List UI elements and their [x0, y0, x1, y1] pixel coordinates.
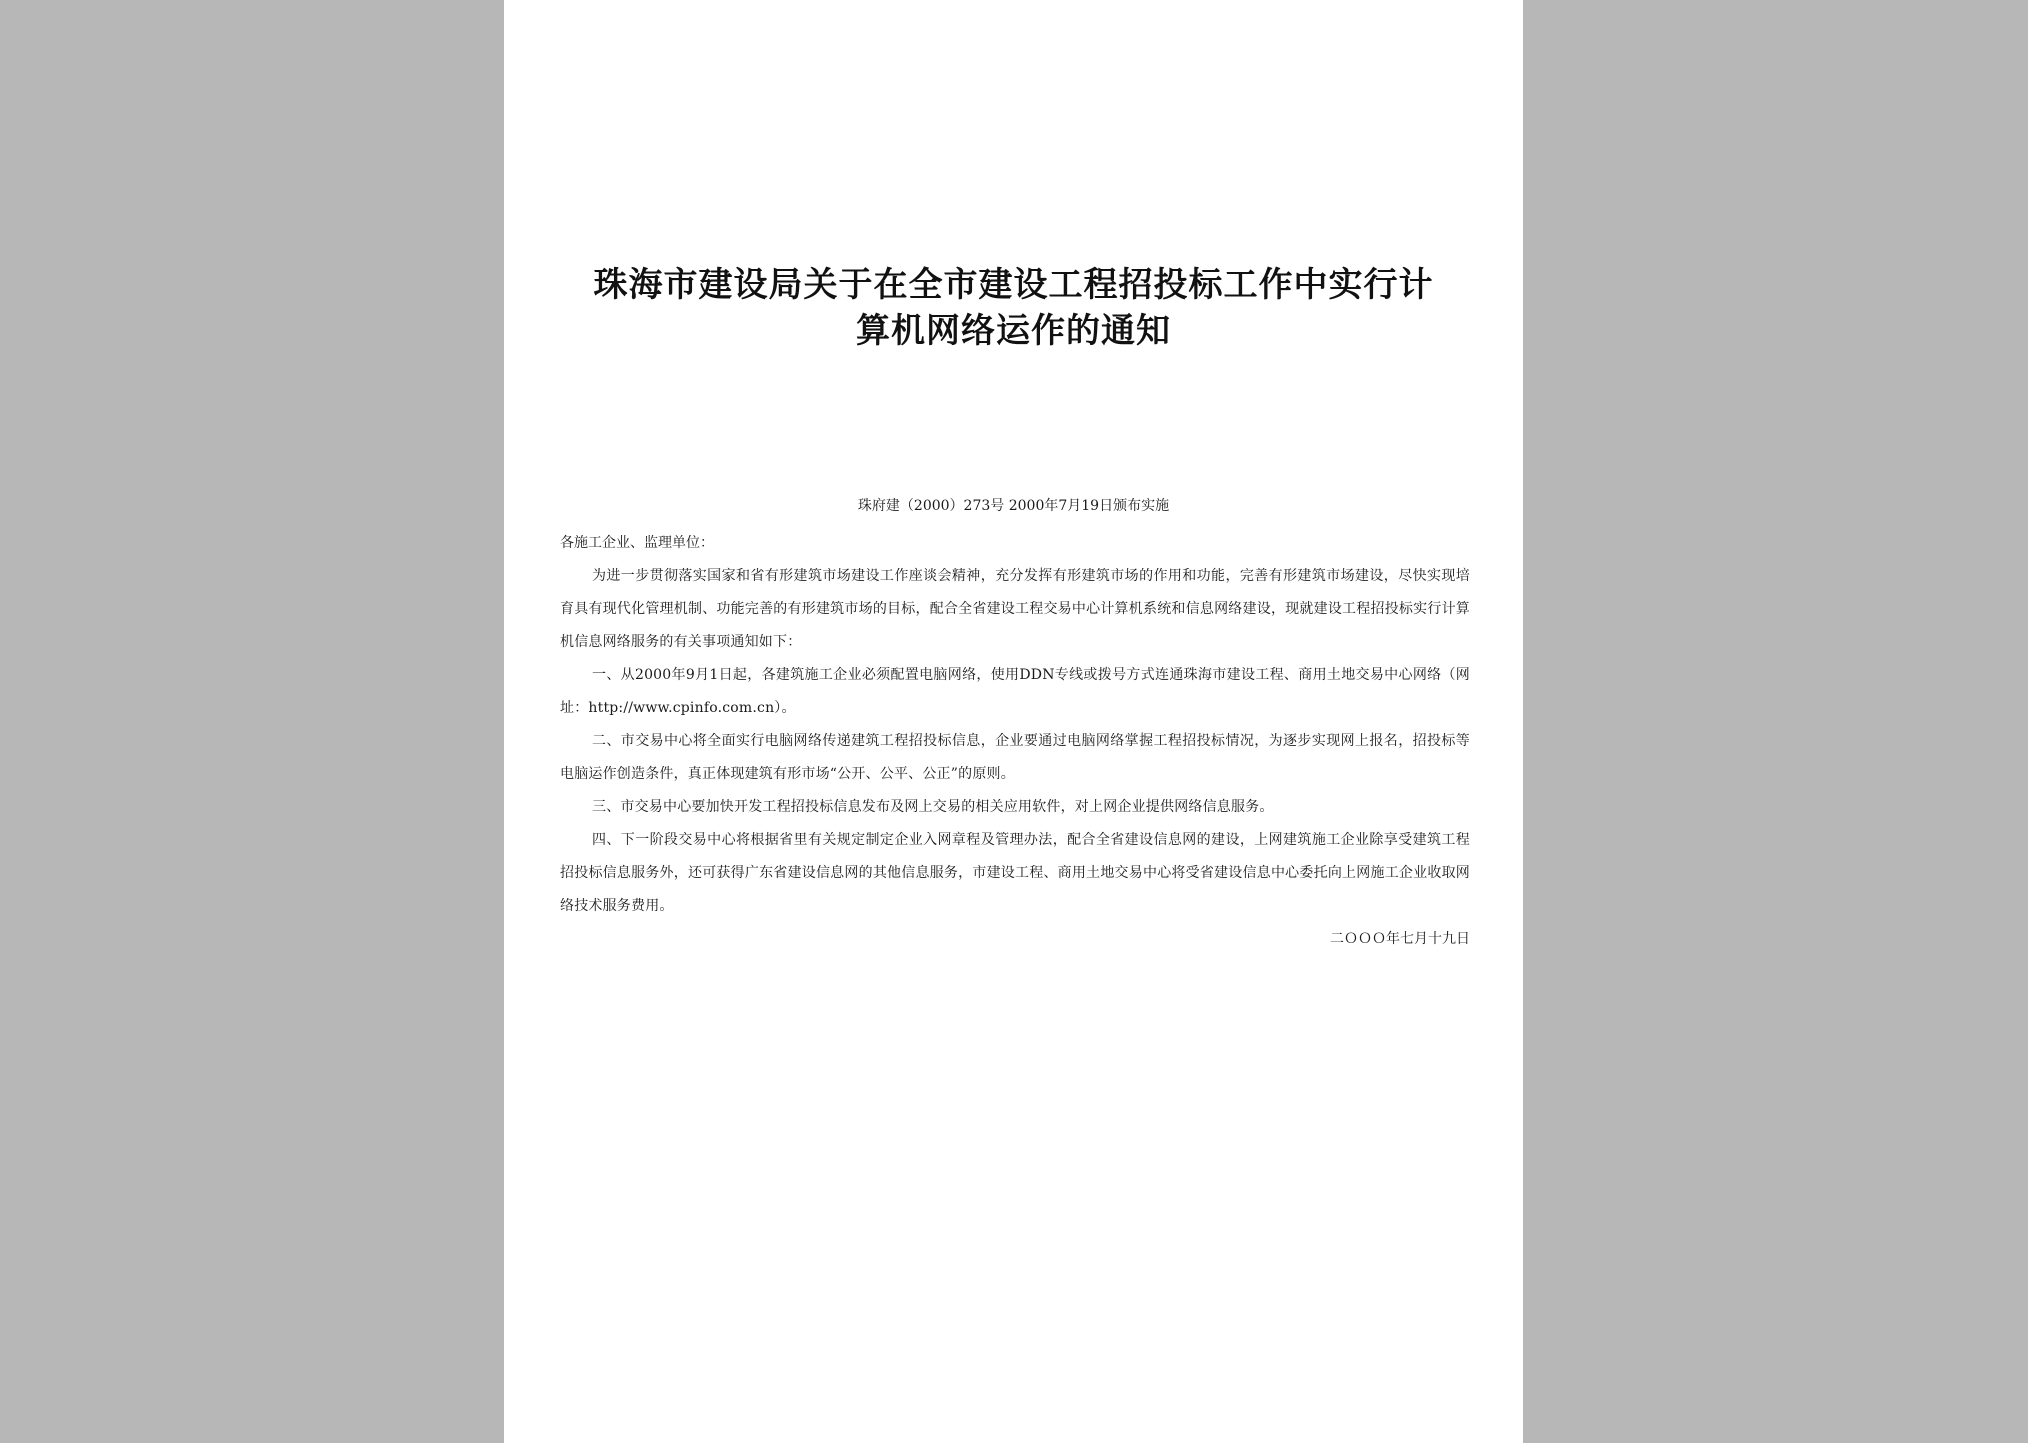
paragraph-item-2: 二、市交易中心将全面实行电脑网络传递建筑工程招投标信息，企业要通过电脑网络掌握工程招投标情况，为逐步实现网上报名，招投标等电脑运作创造条件，真正体现建筑有形市场“公开、公平、公正”的原则。 [560, 733, 1470, 782]
issue-info: 珠府建（2000）273号 2000年7月19日颁布实施 [857, 498, 1170, 514]
document-page [504, 0, 1523, 1443]
paragraph-item-3: 三、市交易中心要加快开发工程招投标信息发布及网上交易的相关应用软件，对上网企业提供网络信息服务。 [592, 799, 1274, 815]
document-title [544, 262, 1483, 354]
title-line-1: 珠海市建设局关于在全市建设工程招投标工作中实行计 [593, 265, 1434, 305]
paragraph-item-4: 四、下一阶段交易中心将根据省里有关规定制定企业入网章程及管理办法，配合全省建设信息网的建设，上网建筑施工企业除享受建筑工程招投标信息服务外，还可获得广东省建设信息网的其他信息服务，市建设工程、商用土地交易中心将受省建设信息中心委托向上网施工企业收取网络技术服务费用。 [560, 832, 1470, 914]
paragraph-intro: 为进一步贯彻落实国家和省有形建筑市场建设工作座谈会精神，充分发挥有形建筑市场的作用和功能，完善有形建筑市场建设，尽快实现培育具有现代化管理机制、功能完善的有形建筑市场的目标，配合全省建设工程交易中心计算机系统和信息网络建设，现就建设工程招投标实行计算机信息网络服务的有关事项通知如下： [560, 568, 1470, 650]
document-body [560, 527, 1470, 956]
signature-date: 二ＯＯＯ年七月十九日 [1330, 931, 1470, 947]
title-line-2: 算机网络运作的通知 [856, 311, 1171, 351]
paragraph-item-1: 一、从2000年9月1日起，各建筑施工企业必须配置电脑网络，使用DDN专线或拨号方式连通珠海市建设工程、商用土地交易中心网络（网址：http://www.cpinfo.com.cn）。 [560, 667, 1470, 716]
salutation: 各施工企业、监理单位： [560, 535, 714, 551]
